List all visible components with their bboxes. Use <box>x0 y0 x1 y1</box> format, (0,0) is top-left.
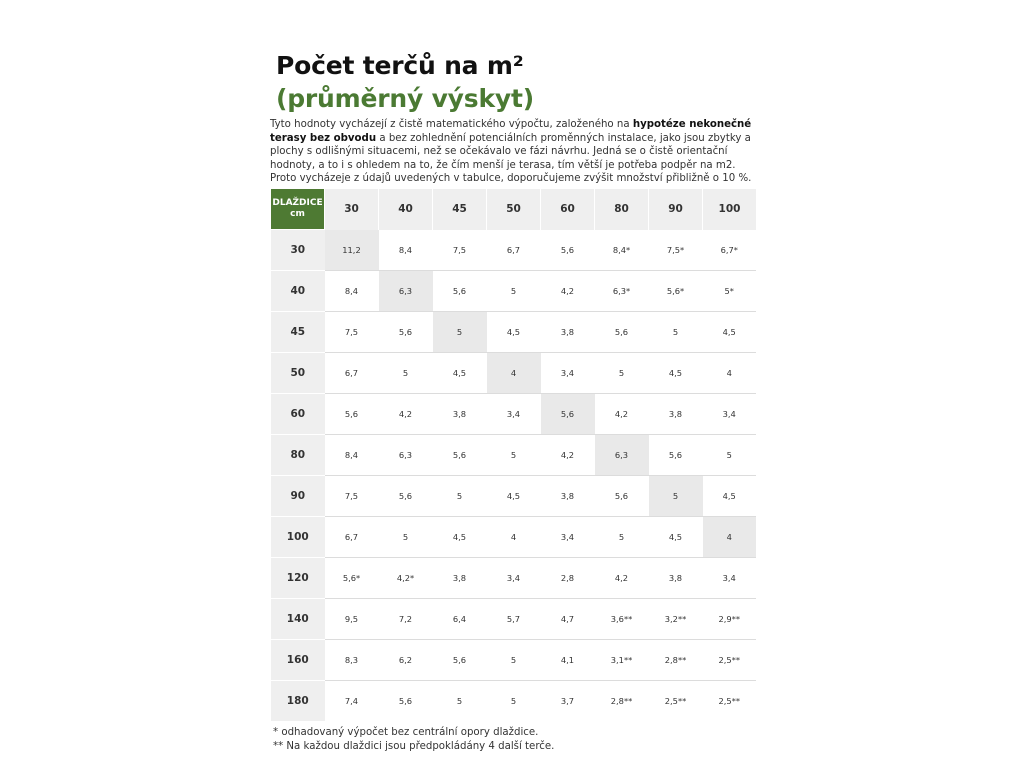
column-header: 60 <box>541 189 595 230</box>
table-cell: 7,5 <box>325 312 379 353</box>
table-row <box>271 394 756 435</box>
row-header: 45 <box>271 312 325 353</box>
footnote-single-star: * odhadovaný výpočet bez centrální opory dlaždice. <box>273 727 539 738</box>
table-cell: 3,7 <box>541 681 595 722</box>
table-cell: 5 <box>433 476 487 517</box>
table-cell: 5 <box>487 640 541 681</box>
table-cell: 2,5** <box>703 640 757 681</box>
table-cell: 5 <box>379 517 433 558</box>
table-cell: 4 <box>703 353 757 394</box>
table-cell-diagonal: 11,2 <box>325 230 379 271</box>
table-cell: 5 <box>487 435 541 476</box>
row-header: 60 <box>271 394 325 435</box>
column-header: 40 <box>379 189 433 230</box>
table-cell: 4,5 <box>703 476 757 517</box>
table-row <box>271 599 756 640</box>
table-row <box>271 435 756 476</box>
table-cell: 4,5 <box>649 353 703 394</box>
row-header: 30 <box>271 230 325 271</box>
table-cell: 5,6* <box>325 558 379 599</box>
table-row <box>271 476 756 517</box>
table-cell: 3,8 <box>433 394 487 435</box>
table-cell: 5,6 <box>433 435 487 476</box>
targets-per-m2-table <box>271 189 756 721</box>
table-cell: 5,6 <box>433 271 487 312</box>
table-cell: 4,1 <box>541 640 595 681</box>
table-cell-diagonal: 6,3 <box>379 271 433 312</box>
table-cell: 3,8 <box>541 312 595 353</box>
column-header: 100 <box>703 189 757 230</box>
table-cell: 5,6* <box>649 271 703 312</box>
table-cell: 6,4 <box>433 599 487 640</box>
column-header: 45 <box>433 189 487 230</box>
footnote-double-star: ** Na každou dlaždici jsou předpokládány 4 další terče. <box>273 740 555 752</box>
column-header: 80 <box>595 189 649 230</box>
table-cell: 2,8** <box>649 640 703 681</box>
table-cell: 3,8 <box>649 394 703 435</box>
page-title: Počet terčů na m² <box>276 51 524 80</box>
table-cell: 7,5* <box>649 230 703 271</box>
table-cell: 5 <box>595 517 649 558</box>
table-cell: 3,4 <box>541 517 595 558</box>
table-cell: 2,9** <box>703 599 757 640</box>
table-cell-diagonal: 4 <box>487 353 541 394</box>
table-cell: 5 <box>487 681 541 722</box>
table-cell: 4,2 <box>595 394 649 435</box>
table-row <box>271 517 756 558</box>
table-cell-diagonal: 6,3 <box>595 435 649 476</box>
table-cell: 6,7 <box>325 517 379 558</box>
intro-text-part2: a bez zohlednění potenciálních proměnných instalace, jako jsou zbytky a plochy s odlišnými situacemi, než se očekávalo ve fázi návrhu. Jedná se o čistě orientační hodnoty, a to i s ohledem na to, že čím menší je terasa, tím větší je potřeba podpěr na m2. Proto vycházeje z údajů uvedených v tabulce, doporučujeme zvýšit množství přibližně o 10 %. <box>270 132 752 185</box>
table-cell: 7,4 <box>325 681 379 722</box>
table-cell: 5,7 <box>487 599 541 640</box>
table-body <box>271 230 756 722</box>
table-row <box>271 681 756 722</box>
table-cell: 5,6 <box>541 230 595 271</box>
table-cell: 3,8 <box>541 476 595 517</box>
table-cell-diagonal: 5 <box>433 312 487 353</box>
table-cell: 2,5** <box>649 681 703 722</box>
row-header: 50 <box>271 353 325 394</box>
table-cell: 3,6** <box>595 599 649 640</box>
table-cell: 9,5 <box>325 599 379 640</box>
table-cell: 8,3 <box>325 640 379 681</box>
table-cell: 6,7 <box>325 353 379 394</box>
table-cell: 4 <box>487 517 541 558</box>
table-cell: 6,3* <box>595 271 649 312</box>
table-cell: 4,5 <box>487 476 541 517</box>
table-cell: 3,4 <box>703 394 757 435</box>
row-header: 40 <box>271 271 325 312</box>
row-header: 160 <box>271 640 325 681</box>
table-cell: 5 <box>649 312 703 353</box>
table-cell: 3,4 <box>541 353 595 394</box>
table-cell: 4,5 <box>649 517 703 558</box>
row-header: 180 <box>271 681 325 722</box>
table-header-row <box>271 189 756 230</box>
corner-label-line1: DLAŽDICE <box>272 198 323 208</box>
table-cell: 4,2 <box>541 271 595 312</box>
table-cell: 8,4 <box>325 435 379 476</box>
table-cell: 4,5 <box>433 517 487 558</box>
intro-text-part1: Tyto hodnoty vycházejí z čistě matematického výpočtu, založeného na <box>270 119 633 130</box>
table-cell: 5 <box>595 353 649 394</box>
table-cell: 7,5 <box>433 230 487 271</box>
table-row <box>271 271 756 312</box>
table-row <box>271 353 756 394</box>
table-cell: 3,8 <box>433 558 487 599</box>
table-cell: 2,5** <box>703 681 757 722</box>
table-row <box>271 312 756 353</box>
table-cell: 5 <box>487 271 541 312</box>
table-corner-label <box>271 189 325 230</box>
table-cell: 6,3 <box>379 435 433 476</box>
table-cell: 3,4 <box>487 394 541 435</box>
column-header: 90 <box>649 189 703 230</box>
table-cell: 4,5 <box>433 353 487 394</box>
table-cell: 6,2 <box>379 640 433 681</box>
table-cell: 4,2 <box>541 435 595 476</box>
table-cell: 5 <box>379 353 433 394</box>
table-cell: 5,6 <box>325 394 379 435</box>
table-cell: 4,2 <box>379 394 433 435</box>
column-header: 50 <box>487 189 541 230</box>
page-subtitle: (průměrný výskyt) <box>276 84 534 113</box>
table-cell-diagonal: 5 <box>649 476 703 517</box>
table-cell-diagonal: 4 <box>703 517 757 558</box>
table-cell: 6,7 <box>487 230 541 271</box>
table-cell: 5,6 <box>433 640 487 681</box>
footnotes <box>273 726 554 753</box>
corner-label-line2: cm <box>290 209 305 219</box>
table-cell: 3,2** <box>649 599 703 640</box>
table-cell: 4,2* <box>379 558 433 599</box>
intro-text-bold: hypotéze nekonečné terasy bez obvodu <box>270 119 752 144</box>
table-cell: 5 <box>703 435 757 476</box>
table-cell: 8,4 <box>379 230 433 271</box>
table-cell: 5,6 <box>595 476 649 517</box>
table-cell: 4,7 <box>541 599 595 640</box>
table-cell: 5,6 <box>379 312 433 353</box>
table-cell: 2,8 <box>541 558 595 599</box>
row-header: 140 <box>271 599 325 640</box>
table-row <box>271 640 756 681</box>
table-cell: 5,6 <box>595 312 649 353</box>
table-cell: 5,6 <box>649 435 703 476</box>
table-cell: 4,5 <box>703 312 757 353</box>
column-header: 30 <box>325 189 379 230</box>
row-header: 100 <box>271 517 325 558</box>
table-row <box>271 558 756 599</box>
intro-paragraph <box>270 118 755 186</box>
row-header: 90 <box>271 476 325 517</box>
table-cell: 2,8** <box>595 681 649 722</box>
table-cell-diagonal: 5,6 <box>541 394 595 435</box>
table-cell: 5,6 <box>379 681 433 722</box>
table-cell: 3,4 <box>703 558 757 599</box>
table-cell: 8,4* <box>595 230 649 271</box>
row-header: 80 <box>271 435 325 476</box>
table-cell: 6,7* <box>703 230 757 271</box>
row-header: 120 <box>271 558 325 599</box>
table-cell: 3,1** <box>595 640 649 681</box>
table-cell: 5 <box>433 681 487 722</box>
table-cell: 7,5 <box>325 476 379 517</box>
table-cell: 3,8 <box>649 558 703 599</box>
table-cell: 4,5 <box>487 312 541 353</box>
table-cell: 5* <box>703 271 757 312</box>
table-cell: 3,4 <box>487 558 541 599</box>
table-cell: 7,2 <box>379 599 433 640</box>
table-row <box>271 230 756 271</box>
table-cell: 5,6 <box>379 476 433 517</box>
table-cell: 8,4 <box>325 271 379 312</box>
table-cell: 4,2 <box>595 558 649 599</box>
